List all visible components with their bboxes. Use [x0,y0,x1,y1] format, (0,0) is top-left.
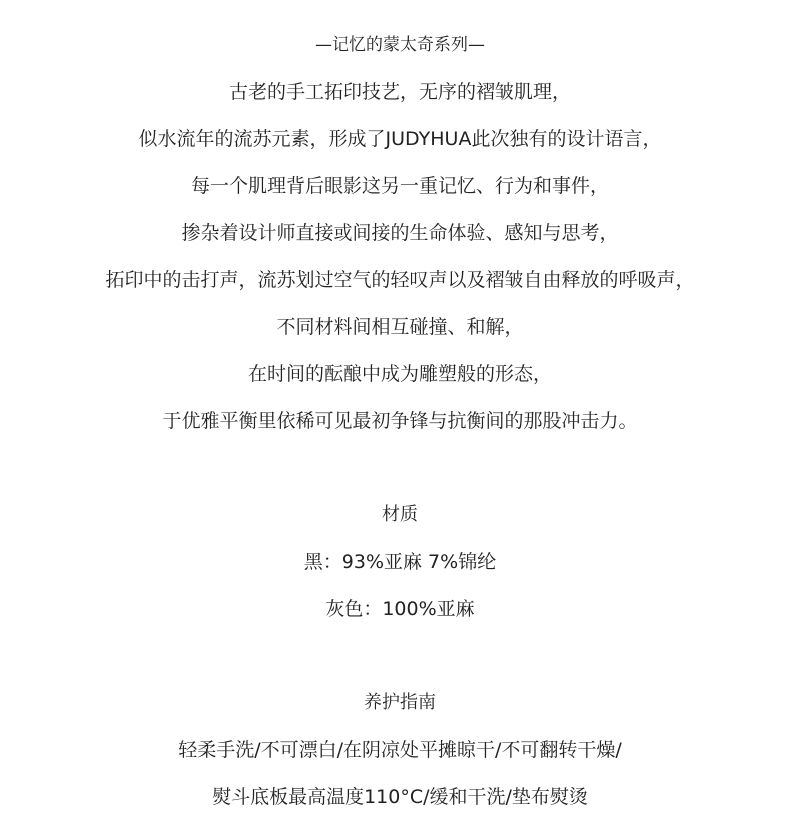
intro-line-4: 掺杂着设计师直接或间接的生命体验、感知与思考， [181,222,619,244]
care-heading: 养护指南 [364,692,436,713]
material-heading: 材质 [382,504,418,525]
care-instructions-line-1: 轻柔手洗/不可漂白/在阴凉处平摊晾干/不可翻转干燥/ [178,739,622,761]
material-item-grey: 灰色：100%亚麻 [325,598,475,620]
collection-title: —记忆的蒙太奇系列— [315,35,485,55]
care-instructions-line-2: 熨斗底板最高温度110°C/缓和干洗/垫布熨烫 [212,786,588,808]
intro-line-6: 不同材料间相互碰撞、和解， [276,316,524,338]
intro-line-7: 在时间的酝酿中成为雕塑般的形态， [247,363,552,385]
intro-line-3: 每一个肌理背后眼影这另一重记忆、行为和事件， [190,175,609,197]
material-item-black: 黑：93%亚麻 7%锦纶 [303,551,497,573]
intro-line-5: 拓印中的击打声，流苏划过空气的轻叹声以及褶皱自由释放的呼吸声， [105,269,695,291]
intro-line-8: 于优雅平衡里依稀可见最初争锋与抗衡间的那股冲击力。 [162,410,638,432]
intro-line-2: 似水流年的流苏元素，形成了JUDYHUA此次独有的设计语言， [138,128,662,150]
intro-line-1: 古老的手工拓印技艺，无序的褶皱肌理， [228,81,571,103]
